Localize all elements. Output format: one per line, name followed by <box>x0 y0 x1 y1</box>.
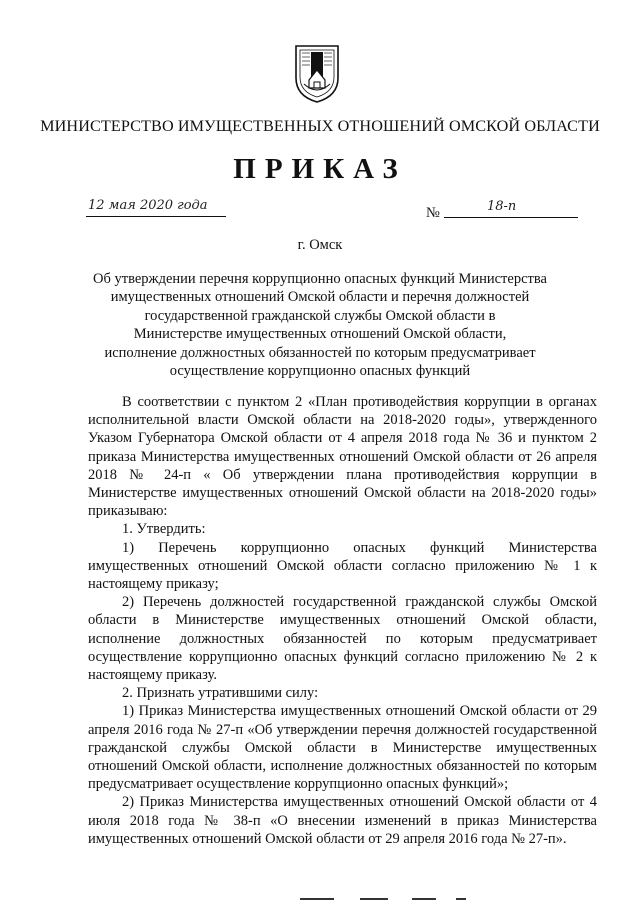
order-subject <box>80 270 560 380</box>
subject-line: осуществление коррупционно опасных функций <box>169 363 471 380</box>
clause-1-item-2: 2) Перечень должностей государственной гражданской службы Омской области в Министерстве имущественных отношений Омской области, исполнение должностных обязанностей по которым предусматривает осуществление коррупционно опасных функций согласно приложению № 2 к настоящему приказу. <box>88 594 597 684</box>
subject-line: Министерстве имущественных отношений Омской области, <box>133 326 507 343</box>
order-body <box>88 393 597 848</box>
subject-line: исполнение должностных обязанностей по которым предусматривает <box>104 344 536 361</box>
preamble-paragraph: В соответствии с пунктом 2 «План противодействия коррупции в органах исполнительной власти Омской области на 2018-2020 годы», утвержденного Указом Губернатора Омской области от 4 апреля 2018 года № 36 и пунктом 2 приказа Министерства имущественных отношений Омской области от 26 апреля 2018 № 24-п « Об утверждении плана противодействия коррупции в Министерстве имущественных отношений Омской области на 2018-2020 годы» приказываю: <box>88 394 597 520</box>
document-title: ПРИКАЗ <box>233 153 407 185</box>
coat-of-arms-emblem <box>292 40 342 104</box>
clause-1-item-1: 1) Перечень коррупционно опасных функций Министерства имущественных отношений Омской области согласно приложению № 1 к настоящему приказу; <box>88 539 597 593</box>
clause-2-item-1: 1) Приказ Министерства имущественных отношений Омской области от 29 апреля 2016 года № 27-п «Об утверждении перечня должностей государственной гражданской службы Омской области в Министерстве имущественных отношений Омской области, исполнение должностных обязанностей по которым предусматривает осуществление коррупционно опасных функций»; <box>88 703 597 793</box>
clause-1-heading: 1. Утвердить: <box>122 521 206 538</box>
subject-line: Об утверждении перечня коррупционно опасных функций Министерства <box>93 271 547 287</box>
ministry-name: МИНИСТЕРСТВО ИМУЩЕСТВЕННЫХ ОТНОШЕНИЙ ОМСКОЙ ОБЛАСТИ <box>40 117 600 135</box>
page-bottom-marks <box>0 898 640 904</box>
order-number: 18-п <box>487 199 517 214</box>
order-date: 12 мая 2020 года <box>88 198 208 213</box>
date-underline <box>86 216 226 217</box>
number-sign: № <box>426 205 440 221</box>
city: г. Омск <box>297 237 343 253</box>
clause-2-item-2: 2) Приказ Министерства имущественных отношений Омской области от 4 июля 2018 года № 38-п «О внесении изменений в приказ Министерства имущественных отношений Омской области от 29 апреля 2016 года № 27-п». <box>88 794 597 847</box>
subject-line: государственной гражданской службы Омской области в <box>144 307 496 324</box>
subject-line: имущественных отношений Омской области и перечня должностей <box>110 289 530 306</box>
number-underline <box>444 217 578 218</box>
clause-2-heading: 2. Признать утратившими силу: <box>122 685 319 702</box>
